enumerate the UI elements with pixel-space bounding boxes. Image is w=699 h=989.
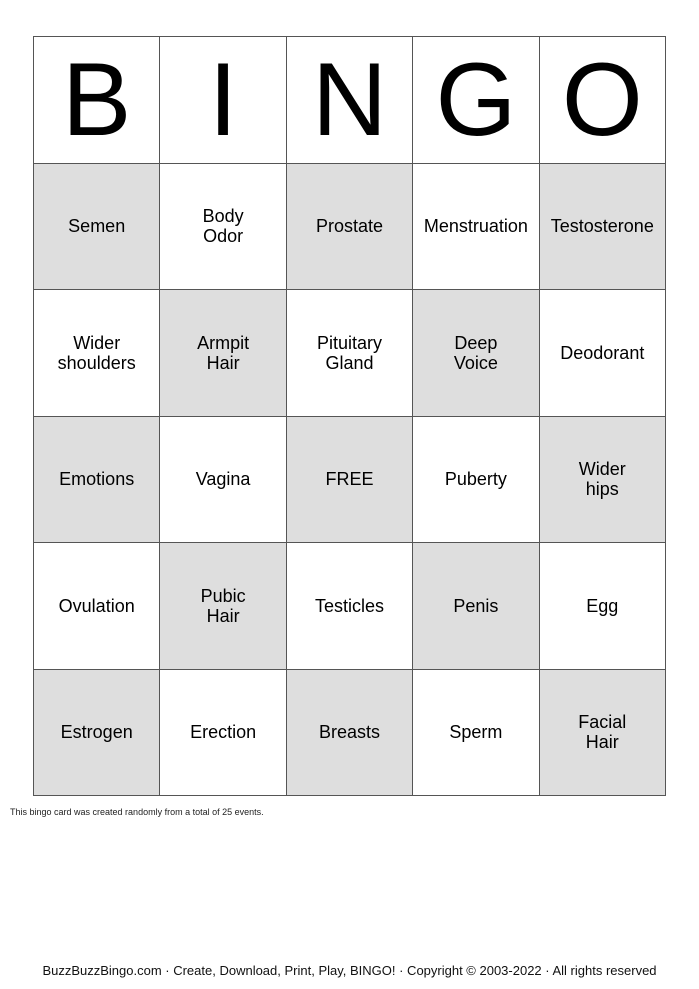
bingo-square	[413, 417, 539, 544]
square-label: Sperm	[449, 722, 503, 743]
bingo-square	[34, 417, 160, 544]
header-letter-o: O	[540, 37, 666, 164]
bingo-square	[540, 543, 666, 670]
bingo-card	[33, 36, 666, 796]
bingo-square	[287, 670, 413, 797]
generation-note: This bingo card was created randomly from a total of 25 events.	[10, 807, 264, 817]
header-letter-g: G	[413, 37, 539, 164]
square-label: Vagina	[195, 469, 251, 490]
bingo-square	[287, 290, 413, 417]
square-label: Wider hips	[578, 459, 626, 500]
square-label: Puberty	[444, 469, 507, 490]
bingo-square	[287, 164, 413, 291]
square-label: Pituitary Gland	[316, 332, 382, 373]
square-label: Prostate	[315, 216, 384, 237]
bingo-square	[540, 417, 666, 544]
bingo-square	[160, 543, 286, 670]
square-label: Menstruation	[423, 216, 528, 237]
bingo-square	[413, 164, 539, 291]
square-label: Breasts	[318, 722, 380, 743]
bingo-square	[287, 543, 413, 670]
bingo-square	[34, 164, 160, 291]
square-label: Testosterone	[550, 216, 654, 237]
square-label: Pubic Hair	[200, 585, 246, 626]
bingo-square	[34, 543, 160, 670]
bingo-square	[160, 417, 286, 544]
bingo-square	[540, 670, 666, 797]
square-label: Wider shoulders	[57, 332, 136, 373]
square-label: Facial Hair	[578, 712, 627, 753]
square-label: Armpit Hair	[197, 332, 250, 373]
bingo-square	[540, 290, 666, 417]
bingo-square	[34, 290, 160, 417]
header-letter-b: B	[34, 37, 160, 164]
square-label: Egg	[586, 595, 619, 616]
bingo-square	[540, 164, 666, 291]
square-label: Emotions	[59, 469, 135, 490]
square-label: Penis	[453, 595, 499, 616]
footer-copyright: BuzzBuzzBingo.com · Create, Download, Print, Play, BINGO! · Copyright © 2003-2022 · All rights reserved	[42, 963, 657, 978]
square-label: Testicles	[314, 595, 384, 616]
square-label: Deep Voice	[453, 332, 498, 373]
square-label: Estrogen	[60, 722, 133, 743]
free-square	[287, 417, 413, 544]
bingo-square	[160, 290, 286, 417]
bingo-square	[413, 290, 539, 417]
bingo-square	[413, 670, 539, 797]
square-label: Semen	[68, 216, 126, 237]
square-label: FREE	[325, 469, 374, 490]
bingo-square	[160, 670, 286, 797]
square-label: Ovulation	[58, 595, 135, 616]
square-label: Body Odor	[202, 206, 244, 247]
header-letter-i: I	[160, 37, 286, 164]
bingo-square	[160, 164, 286, 291]
square-label: Erection	[190, 722, 257, 743]
bingo-square	[34, 670, 160, 797]
header-letter-n: N	[287, 37, 413, 164]
bingo-square	[413, 543, 539, 670]
square-label: Deodorant	[560, 342, 645, 363]
